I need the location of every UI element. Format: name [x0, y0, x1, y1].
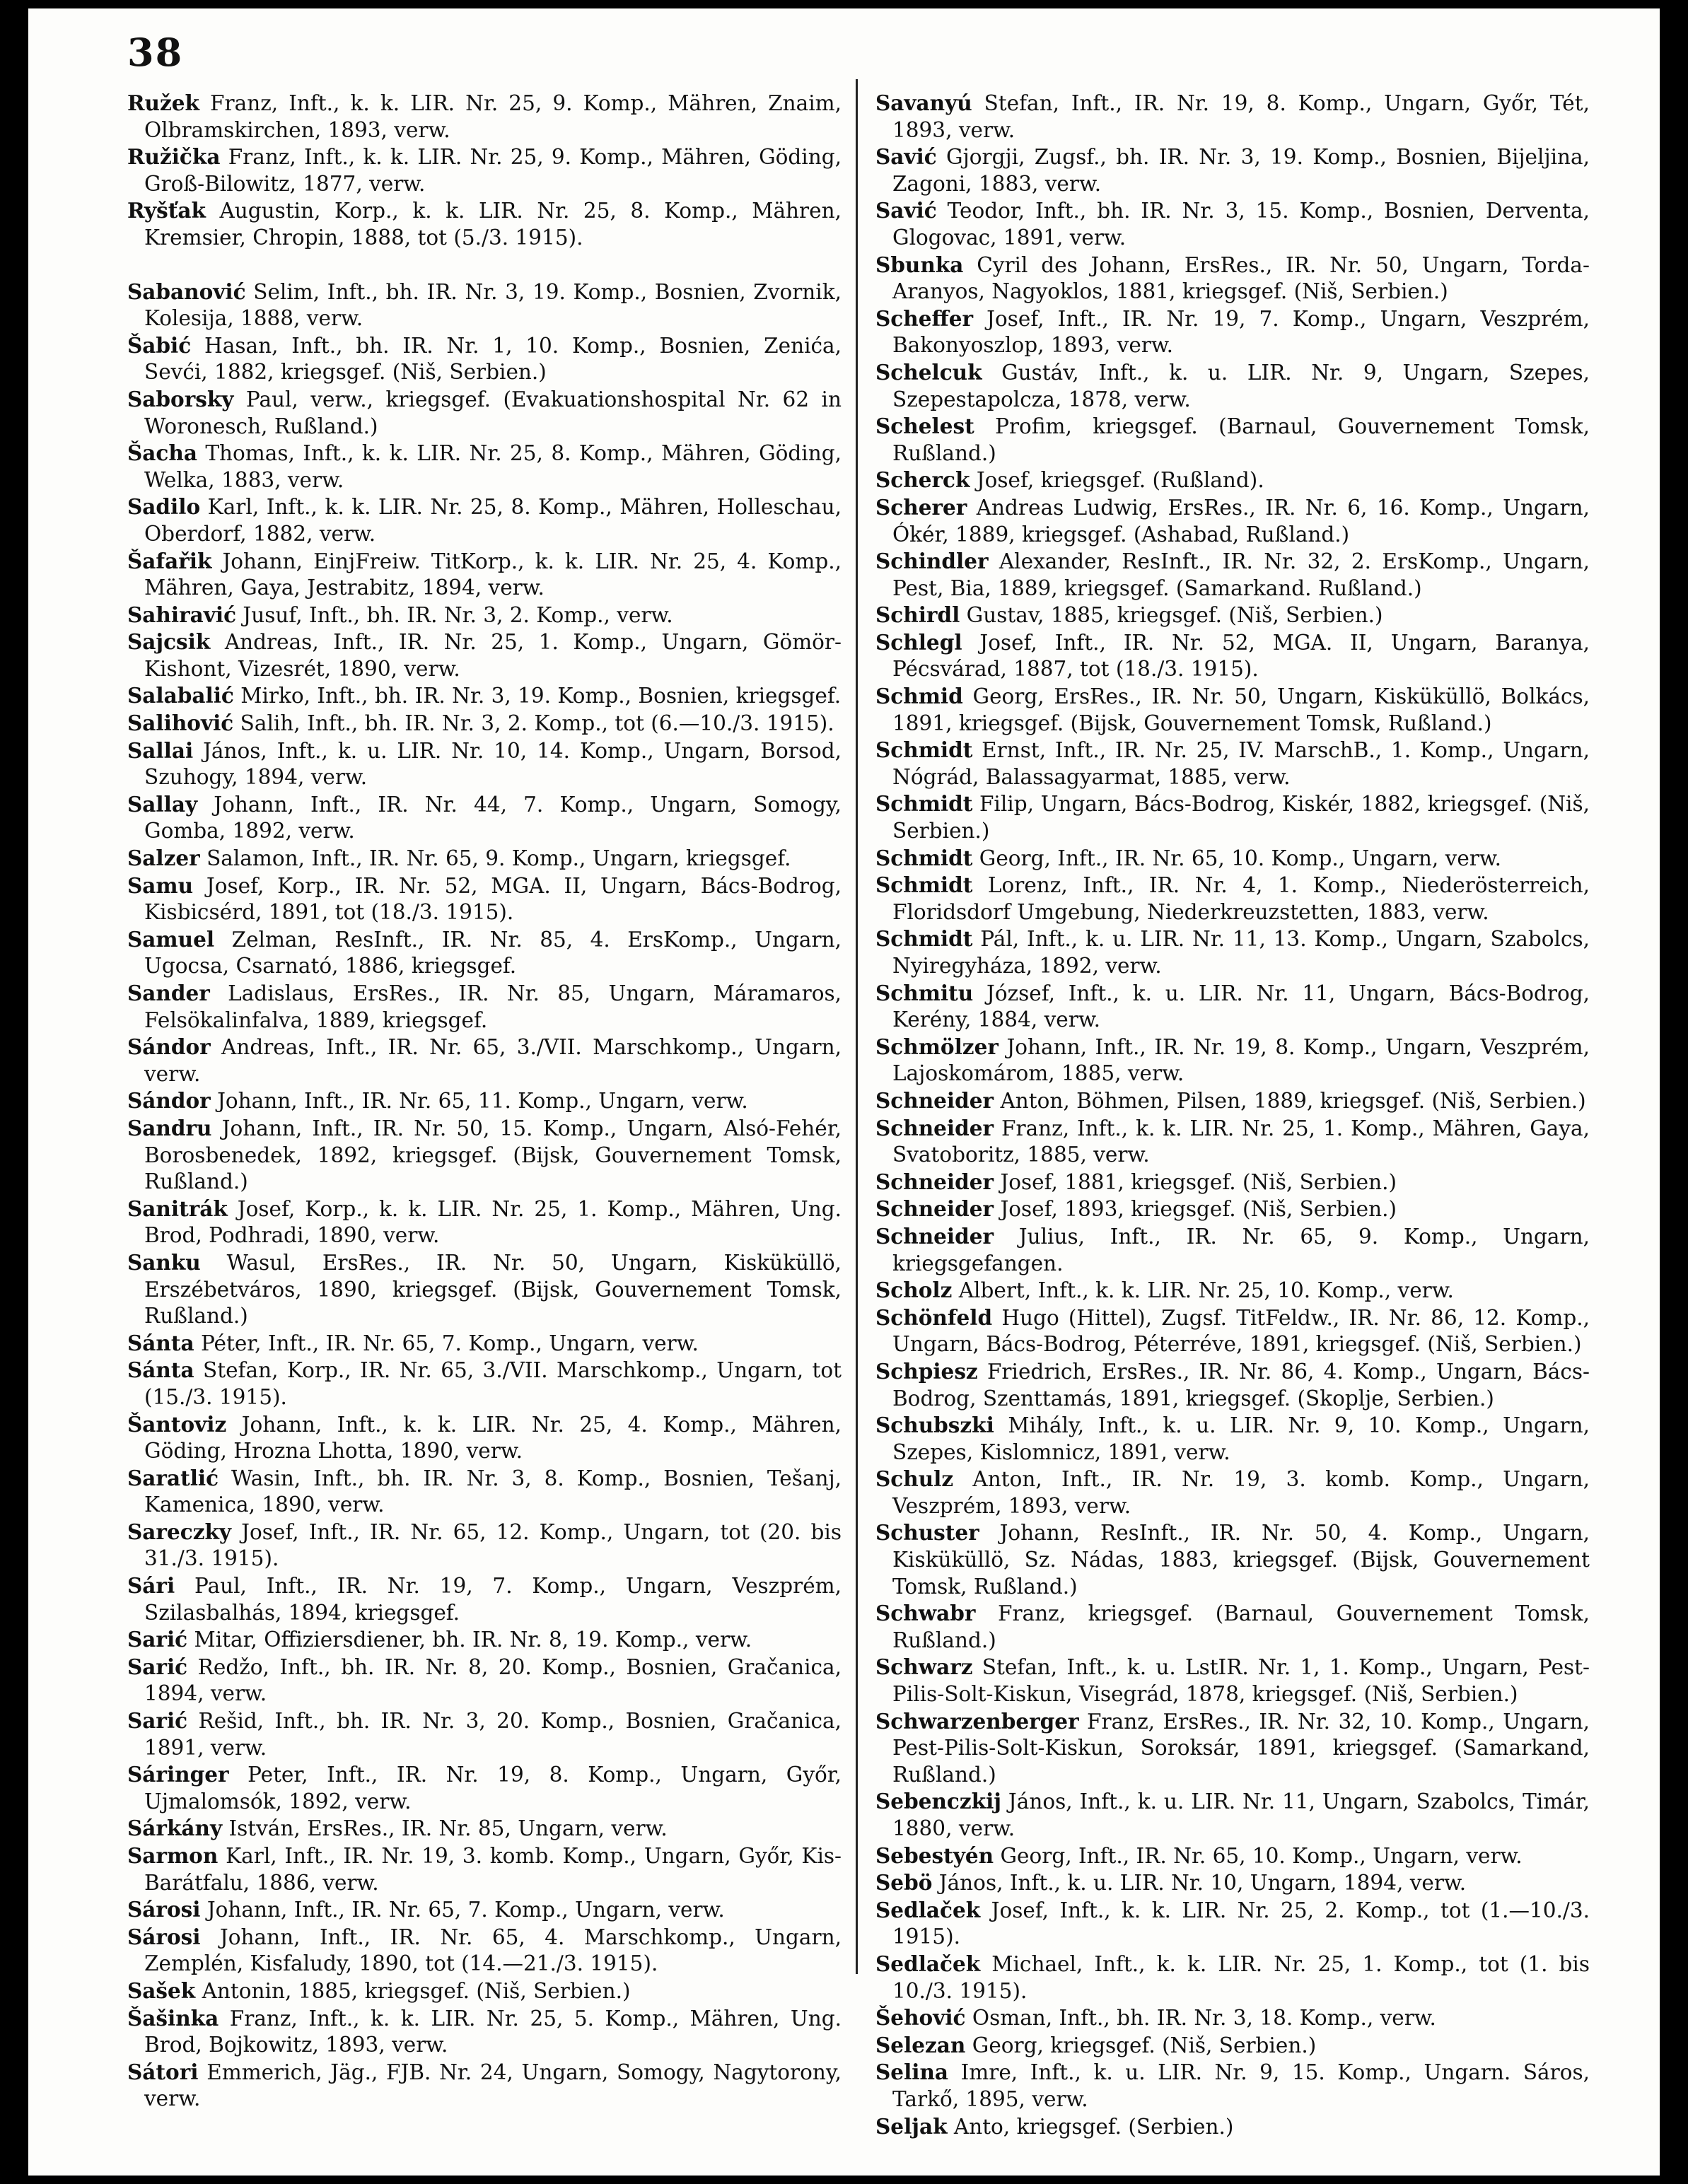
entry-surname: Šašinka: [127, 2005, 219, 2031]
list-entry: [127, 1357, 842, 1411]
entry-details: Johann, EinjFreiw. TitKorp., k. k. LIR. Nr. 25, 4. Komp., Mähren, Gaya, Jestrabitz, 1894, verw.: [144, 549, 842, 600]
entry-surname: Schubszki: [875, 1413, 994, 1438]
entry-details: Andreas Ludwig, ErsRes., IR. Nr. 6, 16. Komp., Ungarn, Ókér, 1889, kriegsgef. (Ashabad, Rußland.): [892, 495, 1590, 547]
entry-surname: Schneider: [875, 1223, 994, 1249]
entry-surname: Schwabr: [875, 1601, 976, 1626]
list-entry: [875, 683, 1590, 737]
entry-surname: Sbunka: [875, 252, 964, 277]
entry-surname: Schmidt: [875, 926, 973, 952]
list-entry: [875, 1358, 1590, 1412]
entry-details: Gjorgji, Zugsf., bh. IR. Nr. 3, 19. Komp., Bosnien, Bijeljina, Zagoni, 1883, verw.: [892, 145, 1590, 196]
entry-details: Stefan, Korp., IR. Nr. 65, 3./VII. Marschkomp., Ungarn, tot (15./3. 1915).: [144, 1358, 842, 1409]
entry-surname: Seljak: [875, 2113, 948, 2139]
list-entry: [127, 737, 842, 791]
entry-details: Salamon, Inft., IR. Nr. 65, 9. Komp., Ungarn, kriegsgef.: [199, 846, 791, 871]
entry-surname: Scheffer: [875, 305, 974, 331]
entry-details: Josef, Inft., IR. Nr. 52, MGA. II, Ungarn, Baranya, Pécsvárad, 1887, tot (18./3. 1915).: [892, 630, 1590, 682]
entry-surname: Sahiravić: [127, 602, 237, 627]
entry-surname: Šafařik: [127, 548, 212, 573]
list-entry: [127, 1519, 842, 1572]
entry-details: Profim, kriegsgef. (Barnaul, Gouvernement Tomsk, Rußland.): [892, 414, 1590, 465]
entry-details: Georg, Inft., IR. Nr. 65, 10. Komp., Ungarn, verw.: [994, 1843, 1523, 1868]
entry-surname: Salabalić: [127, 683, 234, 708]
entry-details: Franz, ErsRes., IR. Nr. 32, 10. Komp., Ungarn, Pest-Pilis-Solt-Kiskun, Soroksár, 1891, kriegsgef. (Samarkand, Rußland.): [892, 1709, 1590, 1787]
list-entry: [875, 925, 1590, 979]
list-entry: [875, 602, 1590, 629]
entry-details: Emmerich, Jäg., FJB. Nr. 24, Ungarn, Somogy, Nagytorony, verw.: [144, 2060, 842, 2111]
entry-details: Franz, Inft., k. k. LIR. Nr. 25, 9. Komp., Mähren, Göding, Groß-Bilowitz, 1877, verw.: [144, 145, 842, 196]
list-entry: [875, 2004, 1590, 2032]
entry-surname: Schelcuk: [875, 359, 982, 385]
entry-details: János, Inft., k. u. LIR. Nr. 10, 14. Komp., Ungarn, Borsod, Szuhogy, 1894, verw.: [144, 738, 842, 790]
entry-surname: Schmidt: [875, 737, 973, 763]
entry-surname: Ryšťak: [127, 198, 206, 223]
entry-surname: Schneider: [875, 1196, 994, 1222]
list-entry: [875, 359, 1590, 413]
entry-surname: Schmitu: [875, 980, 974, 1005]
entry-details: Hugo (Hittel), Zugsf. TitFeldw., IR. Nr. 86, 12. Komp., Ungarn, Bács-Bodrog, Péterréve, 1891, kriegsgef. (Niš, Serbien.): [892, 1305, 1590, 1357]
entry-surname: Saratlić: [127, 1465, 219, 1490]
list-entry: [127, 1924, 842, 1978]
entry-surname: Schirdl: [875, 602, 960, 628]
entry-surname: Selezan: [875, 2032, 966, 2057]
entry-surname: Schneider: [875, 1087, 994, 1113]
entry-surname: Sánta: [127, 1357, 194, 1383]
entry-details: Stefan, Inft., k. u. LstIR. Nr. 1, 1. Komp., Ungarn, Pest-Pilis-Solt-Kiskun, Visegrád, 1878, kriegsgef. (Niš, Serbien.): [892, 1655, 1590, 1707]
entry-details: Josef, Korp., k. k. LIR. Nr. 25, 1. Komp., Mähren, Ung. Brod, Podhradi, 1890, verw.: [144, 1196, 842, 1248]
list-entry: [875, 494, 1590, 548]
entry-details: Georg, Inft., IR. Nr. 65, 10. Komp., Ungarn, verw.: [972, 846, 1502, 870]
list-entry: [875, 548, 1590, 602]
entry-surname: Sanitrák: [127, 1196, 228, 1221]
list-entry: [875, 90, 1590, 144]
list-entry: [875, 629, 1590, 683]
entry-surname: Savić: [875, 144, 937, 170]
list-entry: [127, 682, 842, 710]
entry-details: Johann, Inft., IR. Nr. 65, 7. Komp., Ungarn, verw.: [200, 1898, 725, 1922]
list-entry: [875, 413, 1590, 467]
book-page: [28, 8, 1660, 2176]
entry-details: Thomas, Inft., k. k. LIR. Nr. 25, 8. Komp., Mähren, Göding, Welka, 1883, verw.: [144, 441, 842, 492]
entry-surname: Sareczky: [127, 1519, 232, 1544]
list-entry: [127, 1815, 842, 1843]
list-entry: [127, 279, 842, 332]
entry-surname: Sánta: [127, 1330, 194, 1355]
entry-details: Selim, Inft., bh. IR. Nr. 3, 19. Komp., Bosnien, Zvornik, Kolesija, 1888, verw.: [144, 279, 842, 331]
list-entry: [875, 845, 1590, 872]
entry-details: Redžo, Inft., bh. IR. Nr. 8, 20. Komp., Bosnien, Gračanica, 1894, verw.: [144, 1654, 842, 1706]
entry-details: Franz, Inft., k. k. LIR. Nr. 25, 9. Komp., Mähren, Znaim, Olbramskirchen, 1893, verw.: [144, 91, 842, 142]
entry-details: Wasul, ErsRes., IR. Nr. 50, Ungarn, Kisküküllö, Erszébetváros, 1890, kriegsgef. (Bijsk, Gouvernement Tomsk, Rußland.): [144, 1250, 842, 1328]
entry-details: Josef, Korp., IR. Nr. 52, MGA. II, Ungarn, Bács-Bodrog, Kisbicsérd, 1891, tot (18./3. 1915).: [144, 873, 842, 925]
entry-surname: Schönfeld: [875, 1304, 993, 1330]
list-entry: [127, 144, 842, 197]
list-entry: [127, 926, 842, 980]
list-entry: [127, 386, 842, 440]
entry-surname: Sáringer: [127, 1762, 229, 1787]
entry-details: Paul, Inft., IR. Nr. 19, 7. Komp., Ungarn, Veszprém, Szilasbalhás, 1894, kriegsgef.: [144, 1574, 842, 1625]
entry-details: Karl, Inft., IR. Nr. 19, 3. komb. Komp., Ungarn, Győr, Kis-Barátfalu, 1886, verw.: [144, 1844, 842, 1895]
list-entry: [875, 1169, 1590, 1196]
entry-details: Josef, Inft., k. k. LIR. Nr. 25, 2. Komp., tot (1.—10./3. 1915).: [892, 1898, 1590, 1949]
entry-details: Anton, Inft., IR. Nr. 19, 3. komb. Komp., Ungarn, Veszprém, 1893, verw.: [892, 1467, 1590, 1518]
entry-details: Johann, Inft., IR. Nr. 65, 11. Komp., Ungarn, verw.: [210, 1089, 748, 1114]
entry-details: Jusuf, Inft., bh. IR. Nr. 3, 2. Komp., verw.: [236, 602, 673, 627]
entry-surname: Salihović: [127, 711, 234, 736]
entry-surname: Schmidt: [875, 791, 973, 817]
list-entry: [875, 197, 1590, 251]
entry-details: Filip, Ungarn, Bács-Bodrog, Kiskér, 1882, kriegsgef. (Niš, Serbien.): [892, 792, 1590, 843]
entry-details: István, ErsRes., IR. Nr. 85, Ungarn, verw.: [222, 1816, 668, 1841]
list-entry: [875, 1412, 1590, 1466]
entry-details: Josef, 1881, kriegsgef. (Niš, Serbien.): [994, 1169, 1397, 1194]
entry-surname: Sandru: [127, 1115, 212, 1140]
list-entry: [127, 332, 842, 386]
entry-surname: Schneider: [875, 1115, 994, 1140]
list-entry: [875, 1115, 1590, 1169]
list-entry: [127, 1761, 842, 1815]
left-column: [127, 90, 842, 2113]
entry-surname: Sedlaček: [875, 1951, 981, 1976]
entry-details: Zelman, ResInft., IR. Nr. 85, 4. ErsKomp., Ungarn, Ugocsa, Csarnató, 1886, kriegsgef.: [144, 927, 842, 979]
entry-surname: Schmid: [875, 684, 963, 709]
entry-details: Michael, Inft., k. k. LIR. Nr. 25, 1. Komp., tot (1. bis 10./3. 1915).: [892, 1951, 1590, 2003]
list-entry: [127, 1654, 842, 1707]
list-entry: [127, 1707, 842, 1761]
entry-details: Gustav, 1885, kriegsgef. (Niš, Serbien.): [960, 603, 1383, 628]
entry-details: Antonin, 1885, kriegsgef. (Niš, Serbien.): [195, 1978, 631, 2003]
entry-surname: Sándor: [127, 1034, 211, 1060]
entry-surname: Schlegl: [875, 629, 962, 655]
column-divider: [856, 79, 858, 1974]
entry-surname: Scherck: [875, 467, 970, 493]
entry-details: Georg, kriegsgef. (Niš, Serbien.): [965, 2033, 1317, 2057]
list-entry: [127, 1572, 842, 1626]
list-entry: [127, 1249, 842, 1330]
entry-surname: Schmölzer: [875, 1034, 999, 1059]
list-entry: [875, 2113, 1590, 2141]
entry-surname: Šehović: [875, 2005, 966, 2031]
entry-details: Ernst, Inft., IR. Nr. 25, IV. MarschB., 1. Komp., Ungarn, Nógrád, Balassagyarmat, 1885, verw.: [892, 738, 1590, 789]
entry-details: Wasin, Inft., bh. IR. Nr. 3, 8. Komp., Bosnien, Tešanj, Kamenica, 1890, verw.: [144, 1466, 842, 1517]
list-entry: [875, 737, 1590, 790]
entry-surname: Schmidt: [875, 845, 973, 870]
entry-surname: Sajcsik: [127, 629, 211, 655]
entry-surname: Sašek: [127, 1978, 196, 2003]
entry-surname: Sátori: [127, 2059, 199, 2084]
entry-surname: Sárosi: [127, 1924, 201, 1949]
entry-details: Franz, Inft., k. k. LIR. Nr. 25, 5. Komp., Mähren, Ung. Brod, Bojkowitz, 1893, verw.: [144, 2006, 842, 2057]
entry-details: Lorenz, Inft., IR. Nr. 4, 1. Komp., Niederösterreich, Floridsdorf Umgebung, Niederkreuzstetten, 1883, verw.: [892, 873, 1590, 924]
list-entry: [875, 305, 1590, 359]
list-entry: [875, 2032, 1590, 2060]
entry-details: Ladislaus, ErsRes., IR. Nr. 85, Ungarn, Máramaros, Felsökalinfalva, 1889, kriegsgef.: [144, 981, 842, 1032]
entry-details: Alexander, ResInft., IR. Nr. 32, 2. ErsKomp., Ungarn, Pest, Bia, 1889, kriegsgef. (Samarkand. Rußland.): [892, 549, 1590, 600]
list-entry: [127, 2005, 842, 2059]
entry-surname: Sándor: [127, 1088, 211, 1114]
entry-details: Osman, Inft., bh. IR. Nr. 3, 18. Komp., verw.: [965, 2006, 1436, 2031]
list-entry: [875, 1087, 1590, 1115]
entry-surname: Schwarzenberger: [875, 1708, 1079, 1734]
list-entry: [127, 1330, 842, 1357]
entry-details: Gustáv, Inft., k. u. LIR. Nr. 9, Ungarn, Szepes, Szepestapolcza, 1878, verw.: [892, 360, 1590, 411]
entry-details: Johann, Inft., IR. Nr. 44, 7. Komp., Ungarn, Somogy, Gomba, 1892, verw.: [144, 792, 842, 843]
list-entry: [127, 1087, 842, 1115]
list-entry: [875, 1466, 1590, 1519]
right-column: [875, 90, 1590, 2140]
entry-details: Johann, Inft., IR. Nr. 65, 4. Marschkomp., Ungarn, Zemplén, Kisfaludy, 1890, tot (14.—21./3. 1915).: [144, 1925, 842, 1976]
entry-surname: Schneider: [875, 1169, 994, 1194]
entry-details: Augustin, Korp., k. k. LIR. Nr. 25, 8. Komp., Mähren, Kremsier, Chropin, 1888, tot (5./3. 1915).: [144, 199, 842, 250]
entry-surname: Sarić: [127, 1708, 188, 1734]
entry-details: Johann, Inft., IR. Nr. 19, 8. Komp., Ungarn, Veszprém, Lajoskomárom, 1885, verw.: [892, 1034, 1590, 1086]
list-entry: [875, 1600, 1590, 1654]
list-entry: [127, 629, 842, 682]
entry-surname: Sebestyén: [875, 1843, 994, 1868]
entry-details: Josef, Inft., IR. Nr. 19, 7. Komp., Ungarn, Veszprém, Bakonyoszlop, 1893, verw.: [892, 306, 1590, 358]
entry-surname: Sári: [127, 1573, 175, 1599]
entry-details: Julius, Inft., IR. Nr. 65, 9. Komp., Ungarn, kriegsgefangen.: [892, 1224, 1590, 1275]
entry-surname: Saborsky: [127, 386, 234, 411]
entry-surname: Sárkány: [127, 1816, 223, 1841]
entry-details: Johann, ResInft., IR. Nr. 50, 4. Komp., Ungarn, Kisküküllö, Sz. Nádas, 1883, kriegsgef. (Bijsk, Gouvernement Tomsk, Rußland.): [892, 1521, 1590, 1599]
list-entry: [875, 872, 1590, 925]
list-entry: [875, 790, 1590, 844]
entry-surname: Scholz: [875, 1278, 953, 1303]
list-entry: [127, 1465, 842, 1519]
list-entry: [875, 1034, 1590, 1087]
entry-surname: Savanyú: [875, 90, 972, 115]
entry-surname: Savić: [875, 198, 937, 223]
list-entry: [875, 467, 1590, 494]
entry-details: János, Inft., k. u. LIR. Nr. 11, Ungarn, Szabolcs, Timár, 1880, verw.: [892, 1789, 1590, 1840]
entry-surname: Schuster: [875, 1520, 979, 1546]
list-entry: [875, 2059, 1590, 2113]
entry-details: József, Inft., k. u. LIR. Nr. 11, Ungarn, Bács-Bodrog, Kerény, 1884, verw.: [892, 981, 1590, 1032]
entry-surname: Sarmon: [127, 1843, 219, 1868]
entry-surname: Sebenczkij: [875, 1789, 1001, 1814]
entry-details: Andreas, Inft., IR. Nr. 65, 3./VII. Marschkomp., Ungarn, verw.: [144, 1035, 842, 1086]
entry-details: Anto, kriegsgef. (Serbien.): [947, 2114, 1234, 2139]
entry-details: Mirko, Inft., bh. IR. Nr. 3, 19. Komp., Bosnien, kriegsgef.: [233, 684, 842, 708]
list-entry: [127, 872, 842, 926]
list-entry: [875, 1843, 1590, 1870]
entry-surname: Ružek: [127, 90, 199, 115]
entry-details: Péter, Inft., IR. Nr. 65, 7. Komp., Ungarn, verw.: [194, 1331, 699, 1355]
entry-surname: Sebö: [875, 1870, 933, 1896]
entry-details: Mihály, Inft., k. u. LIR. Nr. 9, 10. Komp., Ungarn, Szepes, Kislomnicz, 1891, verw.: [892, 1413, 1590, 1464]
entry-details: Peter, Inft., IR. Nr. 19, 8. Komp., Ungarn, Győr, Ujmalomsók, 1892, verw.: [144, 1763, 842, 1814]
entry-surname: Schulz: [875, 1466, 954, 1492]
entry-details: Mitar, Offiziersdiener, bh. IR. Nr. 8, 19. Komp., verw.: [187, 1628, 752, 1652]
entry-surname: Ružička: [127, 144, 221, 170]
entry-surname: Šantoviz: [127, 1411, 227, 1437]
entry-surname: Schwarz: [875, 1654, 973, 1680]
list-entry: [875, 1897, 1590, 1951]
list-entry: [127, 440, 842, 494]
list-entry: [127, 90, 842, 144]
list-entry: [127, 1411, 842, 1465]
list-entry: [875, 1708, 1590, 1789]
entry-details: Stefan, Inft., IR. Nr. 19, 8. Komp., Ungarn, Győr, Tét, 1893, verw.: [892, 91, 1590, 142]
list-entry: [127, 1978, 842, 2005]
entry-surname: Sadilo: [127, 494, 201, 520]
entry-surname: Schmidt: [875, 872, 973, 898]
entry-details: Hasan, Inft., bh. IR. Nr. 1, 10. Komp., Bosnien, Zenića, Sevći, 1882, kriegsgef. (Niš, Serbien.): [144, 333, 842, 385]
list-entry: [127, 1626, 842, 1654]
page-number: 38: [127, 30, 184, 75]
entry-details: Georg, ErsRes., IR. Nr. 50, Ungarn, Kisküküllö, Bolkács, 1891, kriegsgef. (Bijsk, Gouvernement Tomsk, Rußland.): [892, 684, 1590, 735]
list-entry: [127, 710, 842, 737]
list-entry: [127, 1115, 842, 1196]
entry-details: Teodor, Inft., bh. IR. Nr. 3, 15. Komp., Bosnien, Derventa, Glogovac, 1891, verw.: [892, 199, 1590, 250]
list-entry: [875, 144, 1590, 197]
entry-surname: Selina: [875, 2060, 949, 2085]
entry-surname: Schindler: [875, 549, 989, 574]
list-entry: [127, 197, 842, 251]
list-entry: [127, 1034, 842, 1087]
list-entry: [127, 1843, 842, 1896]
list-entry: [875, 1196, 1590, 1223]
entry-details: Andreas, Inft., IR. Nr. 25, 1. Komp., Ungarn, Gömör-Kishont, Vizesrét, 1890, verw.: [144, 630, 842, 681]
entry-details: Franz, kriegsgef. (Barnaul, Gouvernement Tomsk, Rußland.): [892, 1601, 1590, 1652]
entry-details: Salih, Inft., bh. IR. Nr. 3, 2. Komp., tot (6.—10./3. 1915).: [233, 711, 834, 736]
entry-details: Friedrich, ErsRes., IR. Nr. 86, 4. Komp., Ungarn, Bács-Bodrog, Szenttamás, 1891, kriegsgef. (Skoplje, Serbien.): [892, 1359, 1590, 1411]
list-entry: [875, 1869, 1590, 1897]
list-entry: [875, 980, 1590, 1034]
list-entry: [127, 980, 842, 1034]
list-entry: [127, 1196, 842, 1249]
entry-surname: Sabanović: [127, 279, 246, 304]
entry-surname: Samuel: [127, 926, 215, 952]
entry-details: János, Inft., k. u. LIR. Nr. 10, Ungarn, 1894, verw.: [932, 1871, 1467, 1896]
entry-surname: Sarić: [127, 1654, 188, 1679]
list-entry: [875, 1654, 1590, 1707]
entry-details: Franz, Inft., k. k. LIR. Nr. 25, 1. Komp., Mähren, Gaya, Svatoboritz, 1885, verw.: [892, 1116, 1590, 1167]
list-entry: [875, 1304, 1590, 1358]
entry-details: Rešid, Inft., bh. IR. Nr. 3, 20. Komp., Bosnien, Gračanica, 1891, verw.: [144, 1709, 842, 1760]
entry-surname: Sedlaček: [875, 1897, 981, 1922]
entry-details: Paul, verw., kriegsgef. (Evakuationshospital Nr. 62 in Woronesch, Rußland.): [144, 387, 842, 438]
entry-details: Imre, Inft., k. u. LIR. Nr. 9, 15. Komp., Ungarn. Sáros, Tarkő, 1895, verw.: [892, 2060, 1590, 2111]
entry-surname: Sander: [127, 981, 210, 1005]
list-entry: [127, 602, 842, 629]
list-entry: [127, 548, 842, 602]
list-entry: [875, 1788, 1590, 1842]
entry-details: Josef, 1893, kriegsgef. (Niš, Serbien.): [994, 1197, 1397, 1222]
entry-surname: Scherer: [875, 494, 967, 520]
list-entry: [875, 252, 1590, 305]
entry-surname: Šacha: [127, 440, 197, 466]
list-entry: [875, 1277, 1590, 1304]
entry-details: Johann, Inft., IR. Nr. 50, 15. Komp., Ungarn, Alsó-Fehér, Borosbenedek, 1892, kriegsgef. (Bijsk, Gouvernement Tomsk, Rußland.): [144, 1116, 842, 1194]
entry-surname: Samu: [127, 872, 194, 898]
entry-surname: Sallay: [127, 791, 198, 817]
entry-details: Anton, Böhmen, Pilsen, 1889, kriegsgef. (Niš, Serbien.): [994, 1088, 1586, 1113]
entry-details: Josef, kriegsgef. (Rußland).: [970, 468, 1264, 493]
entry-details: Pál, Inft., k. u. LIR. Nr. 11, 13. Komp., Ungarn, Szabolcs, Nyiregyháza, 1892, verw.: [892, 927, 1590, 978]
list-entry: [875, 1223, 1590, 1277]
entry-surname: Schpiesz: [875, 1358, 978, 1384]
list-entry: [127, 494, 842, 547]
list-entry: [127, 845, 842, 872]
list-entry: [127, 791, 842, 845]
entry-surname: Schelest: [875, 414, 974, 439]
entry-details: Karl, Inft., k. k. LIR. Nr. 25, 8. Komp., Mähren, Holleschau, Oberdorf, 1882, verw.: [144, 495, 842, 546]
entry-surname: Šabić: [127, 332, 192, 358]
entry-surname: Sallai: [127, 737, 194, 763]
list-entry: [875, 1951, 1590, 2004]
entry-surname: Sarić: [127, 1627, 188, 1652]
entry-surname: Sárosi: [127, 1897, 201, 1922]
list-entry: [875, 1519, 1590, 1600]
entry-details: Josef, Inft., IR. Nr. 65, 12. Komp., Ungarn, tot (20. bis 31./3. 1915).: [144, 1519, 842, 1571]
entry-surname: Sanku: [127, 1249, 201, 1275]
entry-surname: Salzer: [127, 846, 200, 871]
list-entry: [127, 1896, 842, 1924]
entry-details: Cyril des Johann, ErsRes., IR. Nr. 50, Ungarn, Torda-Aranyos, Nagyoklos, 1881, kriegsgef. (Niš, Serbien.): [892, 252, 1590, 304]
entry-details: Johann, Inft., k. k. LIR. Nr. 25, 4. Komp., Mähren, Göding, Hrozna Lhotta, 1890, verw.: [144, 1412, 842, 1464]
list-entry: [127, 2059, 842, 2113]
entry-details: Albert, Inft., k. k. LIR. Nr. 25, 10. Komp., verw.: [952, 1278, 1454, 1303]
